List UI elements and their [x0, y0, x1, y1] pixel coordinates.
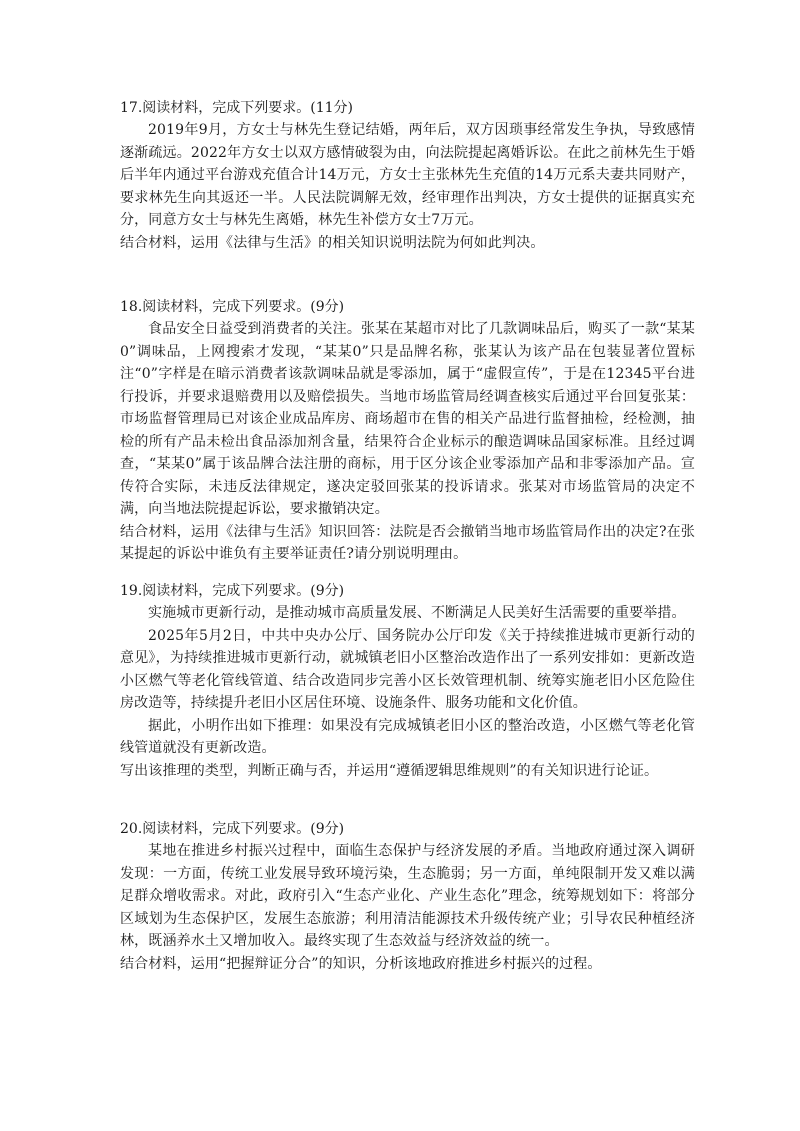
question-title: 19.阅读材料，完成下列要求。(9分) — [120, 583, 345, 599]
question-title: 17.阅读材料，完成下列要求。(11分) — [120, 100, 354, 116]
question-19 — [120, 580, 695, 782]
question-20 — [120, 818, 695, 975]
material-paragraph: 2019年9月，方女士与林先生登记结婚，两年后，双方因琐事经常发生争执，导致感情逐渐疏远。2022年方女士以双方感情破裂为由，向法院提起离婚诉讼。在此之前林先生于婚后半年内通过平台游戏充值合计14万元，方女士主张林先生充值的14万元系夫妻共同财产，要求林先生向其返还一半。人民法院调解无效，经审理作出判决，方女士提供的证据真实充分，同意方女士与林先生离婚，林先生补偿方女士7万元。 — [120, 122, 695, 228]
question-task: 结合材料，运用《法律与生活》知识回答：法院是否会撤销当地市场监管局作出的决定?在张某提起的诉讼中谁负有主要举证责任?请分别说明理由。 — [120, 523, 695, 562]
material-paragraph: 据此，小明作出如下推理：如果没有完成城镇老旧小区的整治改造，小区燃气等老化管线管道就没有更新改造。 — [120, 717, 695, 756]
question-17 — [120, 97, 695, 254]
material-paragraph: 实施城市更新行动，是推动城市高质量发展、不断满足人民美好生活需要的重要举措。 — [148, 605, 686, 621]
material-paragraph: 2025年5月2日，中共中央办公厅、国务院办公厅印发《关于持续推进城市更新行动的意见》，为持续推进城市更新行动，就城镇老旧小区整治改造作出了一系列安排如：更新改造小区燃气等老化管线管道、结合改造同步完善小区长效管理机制、统筹实施老旧小区危险住房改造等，持续提升老旧小区居住环境、设施条件、服务功能和文化价值。 — [120, 627, 695, 711]
question-18 — [120, 296, 695, 566]
question-task: 结合材料，运用《法律与生活》的相关知识说明法院为何如此判决。 — [120, 234, 545, 251]
question-task: 写出该推理的类型，判断正确与否，并运用“遵循逻辑思维规则”的有关知识进行论证。 — [120, 762, 659, 779]
material-paragraph: 某地在推进乡村振兴过程中，面临生态保护与经济发展的矛盾。当地政府通过深入调研发现：一方面，传统工业发展导致环境污染，生态脆弱；另一方面，单纯限制开发又难以满足群众增收需求。对此，政府引入“生态产业化、产业生态化”理念，统筹规划如下：将部分区域划为生态保护区，发展生态旅游；利用清洁能源技术升级传统产业；引导农民种植经济林，既涵养水土又增加收入。最终实现了生态效益与经济效益的统一。 — [120, 843, 695, 949]
question-task: 结合材料，运用“把握辩证分合”的知识，分析该地政府推进乡村振兴的过程。 — [120, 955, 602, 972]
question-title: 20.阅读材料，完成下列要求。(9分) — [120, 821, 345, 837]
question-title: 18.阅读材料，完成下列要求。(9分) — [120, 299, 345, 315]
material-paragraph: 食品安全日益受到消费者的关注。张某在某超市对比了几款调味品后，购买了一款“某某0”调味品，上网搜索才发现，“某某0”只是品牌名称，张某认为该产品在包装显著位置标注“0”字样是在暗示消费者该款调味品就是零添加，属于“虚假宣传”，于是在12345平台进行投诉，并要求退赔费用以及赔偿损失。当地市场监管局经调查核实后通过平台回复张某：市场监督管理局已对该企业成品库房、商场超市在售的相关产品进行监督抽检，经检测，抽检的所有产品未检出食品添加剂含量，结果符合企业标示的酿造调味品国家标准。且经过调查，“某某0”属于该品牌合法注册的商标，用于区分该企业零添加产品和非零添加产品。宣传符合实际，未违反法律规定，遂决定驳回张某的投诉请求。张某对市场监管局的决定不满，向当地法院提起诉讼，要求撤销决定。 — [120, 321, 695, 517]
